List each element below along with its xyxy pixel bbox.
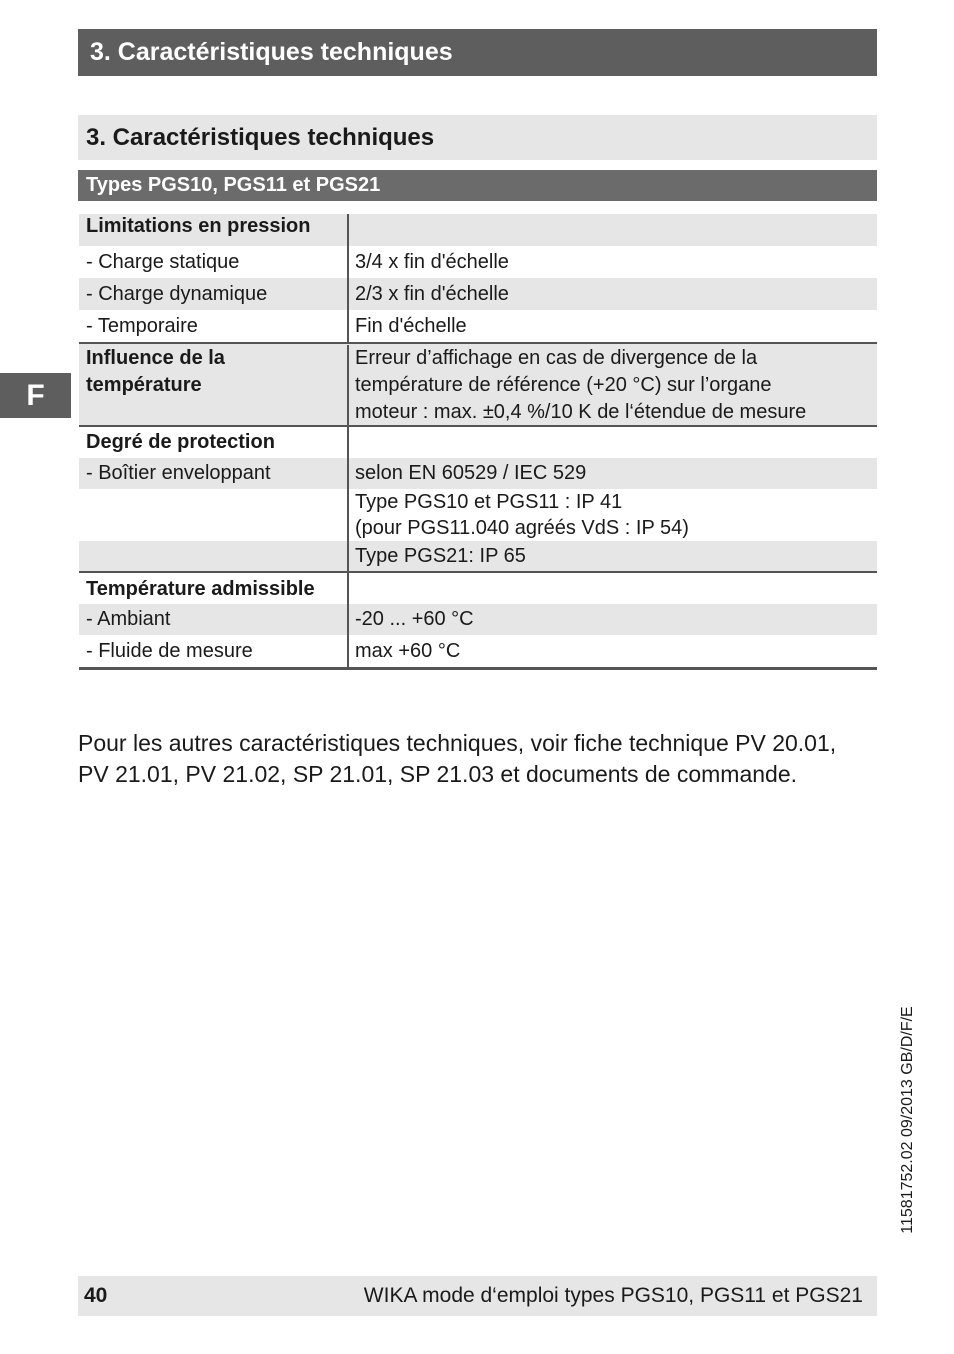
footer-title: WIKA mode d‘emploi types PGS10, PGS11 et PGS21 xyxy=(363,1284,863,1307)
row-label: - Charge statique xyxy=(79,246,349,278)
row-value xyxy=(349,573,877,604)
row-heading: Température admissible xyxy=(79,573,349,604)
row-label xyxy=(79,541,349,571)
row-value xyxy=(349,489,877,541)
row-heading: Limitations en pression xyxy=(79,214,349,246)
page-number: 40 xyxy=(84,1284,108,1307)
table-row xyxy=(79,278,877,310)
row-value-line: (pour PGS11.040 agréés VdS : IP 54) xyxy=(355,517,689,539)
table-row xyxy=(79,604,877,635)
spec-table xyxy=(79,214,877,670)
row-value-line: température de référence (+20 °C) sur l’organe xyxy=(355,374,772,396)
row-label: - Boîtier enveloppant xyxy=(79,458,349,489)
row-value xyxy=(349,427,877,458)
note-line: Pour les autres caractéristiques techniques, voir fiche technique PV 20.01, xyxy=(78,730,837,756)
table-row xyxy=(79,635,877,670)
row-value: Fin d'échelle xyxy=(355,315,467,337)
row-label xyxy=(79,489,349,541)
row-value xyxy=(349,214,877,246)
row-value-line: Erreur d’affichage en cas de divergence de la xyxy=(355,347,758,369)
page-footer xyxy=(78,1276,877,1316)
section-title xyxy=(78,115,877,160)
row-value: 2/3 x fin d'échelle xyxy=(355,283,509,305)
row-label: - Ambiant xyxy=(79,604,349,635)
row-value xyxy=(349,345,877,425)
row-heading: Degré de protection xyxy=(79,427,349,458)
table-row xyxy=(79,458,877,489)
types-bar xyxy=(78,170,877,201)
table-row xyxy=(79,571,877,604)
additional-info-note xyxy=(78,728,878,790)
table-row xyxy=(79,425,877,458)
row-value: 3/4 x fin d'échelle xyxy=(355,251,509,273)
table-row xyxy=(79,310,877,342)
section-title-text: 3. Caractéristiques techniques xyxy=(86,124,435,151)
row-value: Type PGS21: IP 65 xyxy=(355,545,526,567)
table-row xyxy=(79,342,877,425)
row-value: -20 ... +60 °C xyxy=(355,608,474,630)
table-row xyxy=(79,246,877,278)
language-tab-label: F xyxy=(26,379,45,412)
language-tab xyxy=(0,373,71,418)
chapter-title: 3. Caractéristiques techniques xyxy=(90,38,453,66)
types-bar-label: Types PGS10, PGS11 et PGS21 xyxy=(86,174,381,196)
row-heading-line: Influence de la xyxy=(86,347,225,369)
row-label: - Temporaire xyxy=(79,310,349,342)
row-value-line: moteur : max. ±0,4 %/10 K de l‘étendue de mesure xyxy=(355,401,807,423)
table-row xyxy=(79,541,877,571)
chapter-header xyxy=(78,29,877,76)
row-heading xyxy=(79,345,349,425)
table-row xyxy=(79,489,877,541)
row-value: max +60 °C xyxy=(355,640,461,662)
row-heading-line: température xyxy=(86,374,202,396)
document-code: 11581752.02 09/2013 GB/D/F/E xyxy=(899,1006,916,1234)
row-label: - Fluide de mesure xyxy=(79,635,349,667)
note-line: PV 21.01, PV 21.02, SP 21.01, SP 21.03 et documents de commande. xyxy=(78,761,798,787)
row-value: selon EN 60529 / IEC 529 xyxy=(355,462,587,484)
row-label: - Charge dynamique xyxy=(79,278,349,310)
row-value-line: Type PGS10 et PGS11 : IP 41 xyxy=(355,491,623,513)
table-row xyxy=(79,214,877,246)
